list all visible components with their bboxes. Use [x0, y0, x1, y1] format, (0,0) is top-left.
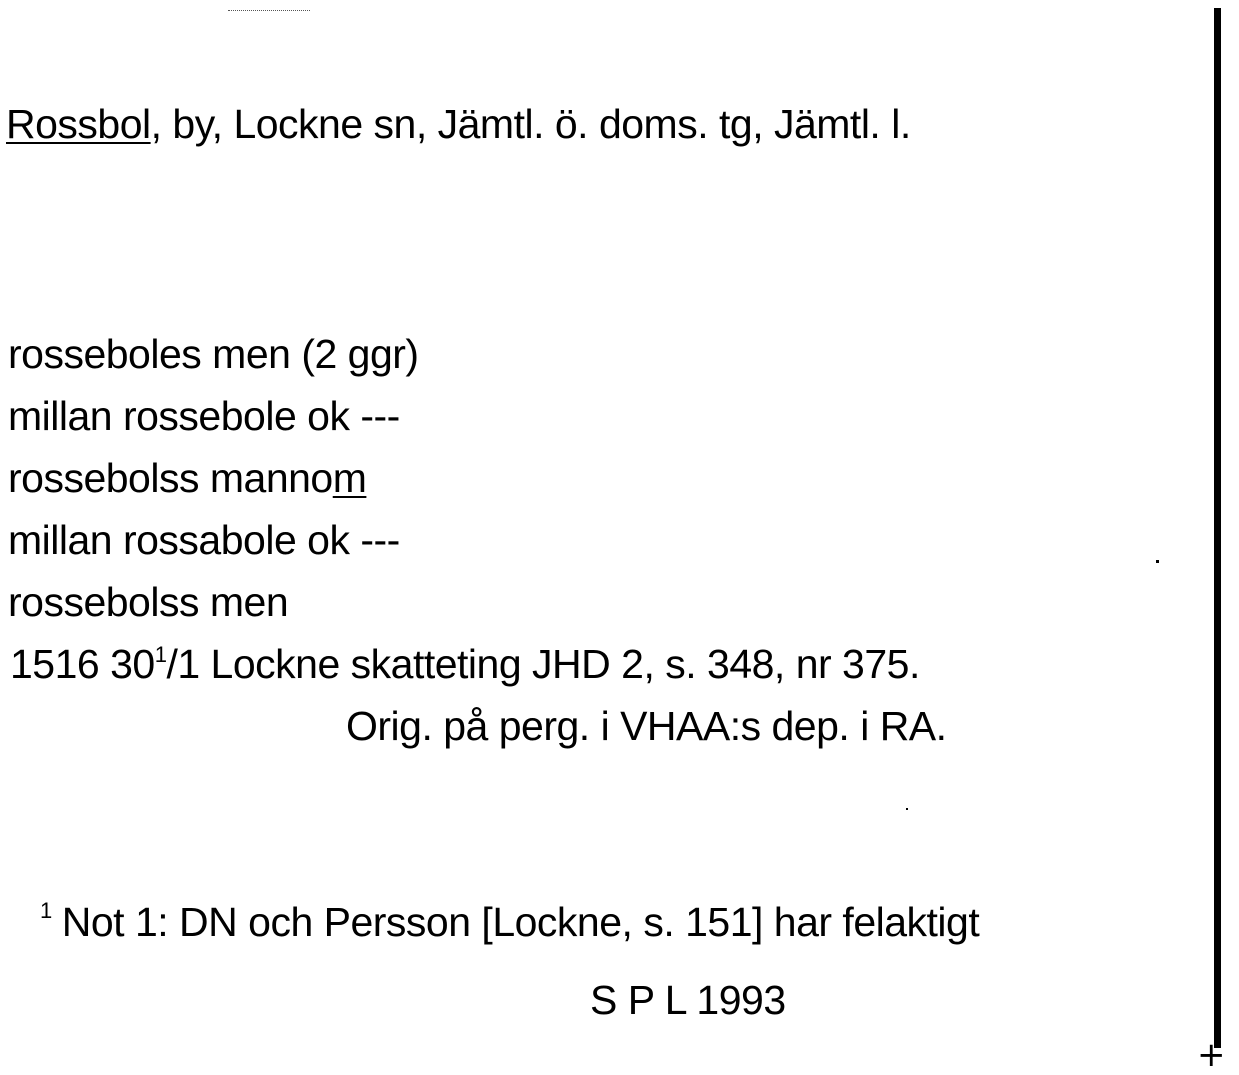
place-description: , by, Lockne sn, Jämtl. ö. doms. tg, Jämtl. l. [150, 101, 911, 147]
source-reference: /1 Lockne skatteting JHD 2, s. 348, nr 375. [166, 641, 920, 687]
source-line-1 [10, 641, 920, 687]
quote-line-3-underlined: m [332, 455, 367, 501]
footnote-marker: 1 [40, 898, 52, 923]
scan-artifact-dots [228, 10, 310, 12]
quote-line-2: millan rossebole ok --- [8, 393, 400, 439]
quote-line-1: rosseboles men (2 ggr) [8, 331, 419, 377]
scan-speck [906, 808, 908, 810]
quote-line-5: rossebolss men [8, 579, 289, 625]
scan-speck [1156, 560, 1159, 563]
signature: S P L 1993 [590, 977, 786, 1023]
source-date: 1516 30 [10, 641, 155, 687]
quote-line-3 [8, 455, 367, 501]
footnote [40, 900, 979, 943]
place-name: Rossbol [6, 101, 151, 147]
quote-line-4: millan rossabole ok --- [8, 517, 400, 563]
corner-plus-mark: + [1197, 1035, 1226, 1075]
footnote-text: Not 1: DN och Persson [Lockne, s. 151] har felaktigt [61, 899, 980, 945]
card-heading [6, 101, 911, 147]
scan-edge-rule [1214, 8, 1221, 1048]
source-line-2: Orig. på perg. i VHAA:s dep. i RA. [346, 703, 947, 749]
source-date-superscript: 1 [154, 642, 167, 667]
quote-line-3-prefix: rossebolss manno [8, 455, 333, 501]
